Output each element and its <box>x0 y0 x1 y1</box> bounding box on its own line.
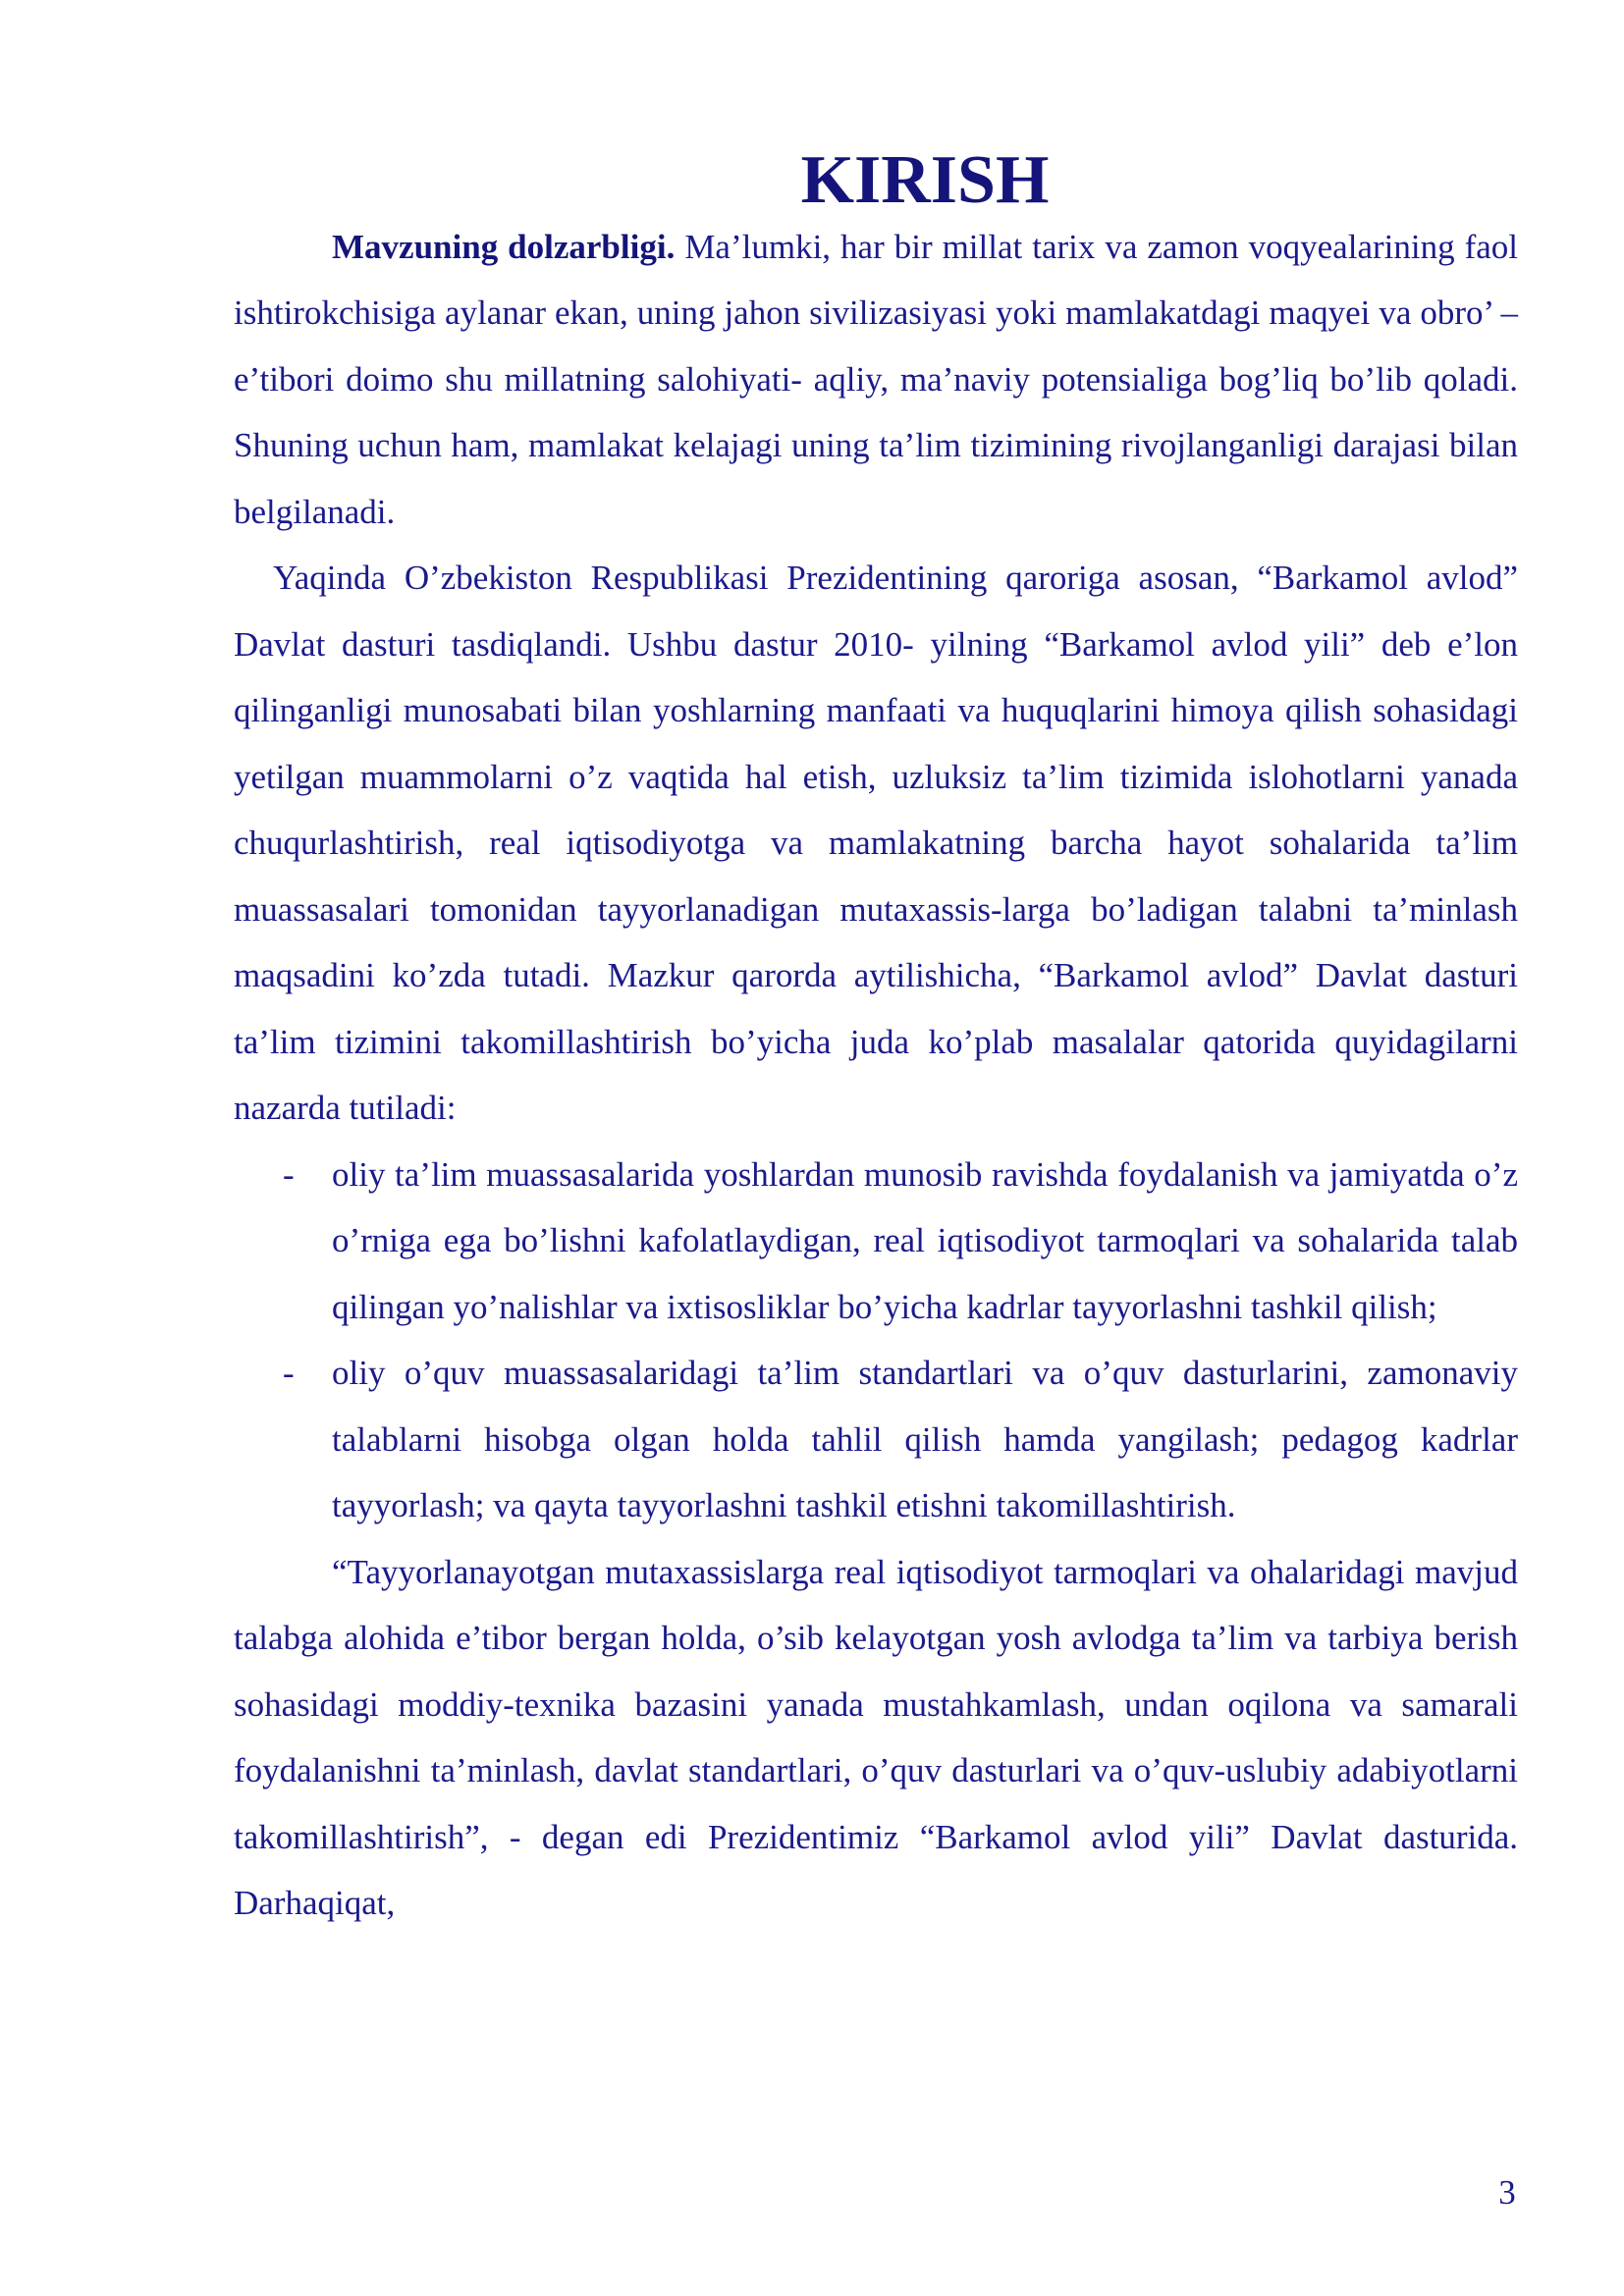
dash-marker: - <box>283 1154 295 1194</box>
paragraph-program: Yaqinda O’zbekiston Respublikasi Prezidentining qaroriga asosan, “Barkamol avlod” Davlat dasturi tasdiqlandi. Ushbu dastur 2010- yilning “Barkamol avlod yili” deb e’lon qilinganligi munosabati bilan yoshlarning manfaati va huquqlarini himoya qilish sohasidagi yetilgan muammolarni o’z vaqtida hal etish, uzluksiz ta’lim tizimida islohotlarni yanada chuqurlashtirish, real iqtisodiyotga va mamlakatning barcha hayot sohalarida ta’lim muassasalari tomonidan tayyorlanadigan mutaxassis-larga bo’ladigan talabni ta’minlash maqsadini ko’zda tutadi. Mazkur qarorda aytilishicha, “Barkamol avlod” Davlat dasturi ta’lim tizimini takomillashtirish bo’yicha juda ko’plab masalalar qatorida quyidagilarni nazarda tutiladi: <box>234 559 1518 1127</box>
paragraph-text: Ma’lumki, har bir millat tarix va zamon voqyealarining faol ishtirokchisiga aylanar ekan, uning jahon sivilizasiyasi yoki mamlakatdagi maqyei va obro’ – e’tibori doimo shu millatning salohiyati- aqliy, ma’naviy potensialiga bog’liq bo’lib qoladi. Shuning uchun ham, mamlakat kelajagi uning ta’lim tizimining rivojlanganligi darajasi bilan belgilanadi. <box>234 227 1518 531</box>
paragraph-lead: Mavzuning dolzarbligi. <box>332 227 676 266</box>
list-item-text: oliy o’quv muassasalaridagi ta’lim standartlari va o’quv dasturlarini, zamonaviy talablarni hisobga olgan holda tahlil qilish hamda yangilash; pedagog kadrlar tayyorlash; va qayta tayyorlashni tashkil etishni takomillashtirish. <box>332 1354 1518 1524</box>
page-title: KIRISH <box>800 142 1050 218</box>
document-body <box>234 142 1518 1937</box>
paragraph-relevance <box>234 214 1518 546</box>
bullet-list <box>234 1142 1518 1539</box>
list-item <box>234 1340 1518 1539</box>
list-item-text: oliy ta’lim muassasalarida yoshlardan munosib ravishda foydalanish va jamiyatda o’z o’rniga ega bo’lishni kafolatlaydigan, real iqtisodiyot tarmoqlari va sohalarida talab qilingan yo’nalishlar va ixtisosliklar bo’yicha kadrlar tayyorlashni tashkil qilish; <box>332 1154 1518 1326</box>
paragraph-quote: “Tayyorlanayotgan mutaxassislarga real iqtisodiyot tarmoqlari va ohalaridagi mavjud talabga alohida e’tibor bergan holda, o’sib kelayotgan yosh avlodga ta’lim va tarbiya berish sohasidagi moddiy-texnika bazasini yanada mustahkamlash, undan oqilona va samarali foydalanishni ta’minlash, davlat standartlari, o’quv dasturlari va o’quv-uslubiy adabiyotlarni takomillashtirish”, - degan edi Prezidentimiz “Barkamol avlod yili” Davlat dasturida. Darhaqiqat, <box>234 1552 1518 1922</box>
page-number: 3 <box>1498 2173 1516 2212</box>
list-item <box>234 1142 1518 1341</box>
dash-marker: - <box>283 1354 295 1392</box>
